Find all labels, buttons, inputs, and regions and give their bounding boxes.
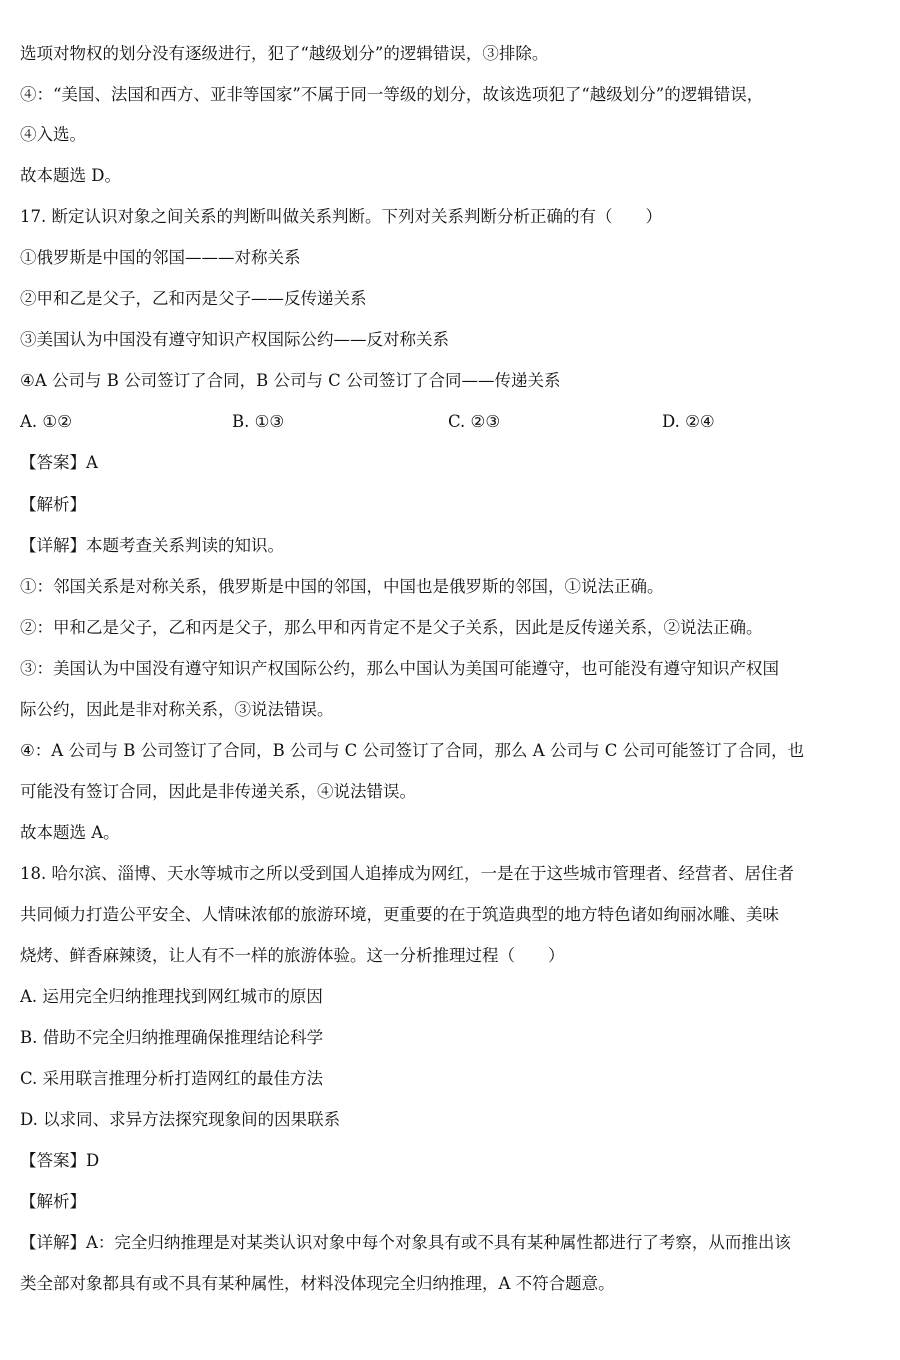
option-a: A. 运用完全归纳推理找到网红城市的原因: [20, 987, 323, 1006]
text-line: 故本题选 D。: [20, 166, 121, 185]
text-line: ③：美国认为中国没有遵守知识产权国际公约，那么中国认为美国可能遵守，也可能没有遵守知识产权国: [20, 659, 779, 678]
text-line: ④A 公司与 B 公司签订了合同，B 公司与 C 公司签订了合同——传递关系: [20, 371, 561, 390]
answer-label: 【答案】D: [20, 1151, 100, 1170]
option-a: A. ①②: [20, 412, 72, 431]
text-line: 可能没有签订合同，因此是非传递关系，④说法错误。: [20, 782, 416, 801]
text-line: 故本题选 A。: [20, 823, 120, 842]
analysis-label: 【解析】: [20, 1192, 86, 1211]
text-line: ①俄罗斯是中国的邻国———对称关系: [20, 248, 301, 267]
answer-label: 【答案】A: [20, 453, 98, 472]
option-c: C. ②③: [448, 412, 501, 431]
text-line: ④：“美国、法国和西方、亚非等国家”不属于同一等级的划分，故该选项犯了“越级划分”的逻辑错误，: [20, 85, 764, 104]
text-line: ①：邻国关系是对称关系，俄罗斯是中国的邻国，中国也是俄罗斯的邻国，①说法正确。: [20, 577, 664, 596]
text-line: 【详解】A：完全归纳推理是对某类认识对象中每个对象具有或不具有某种属性都进行了考察，从而推出该: [20, 1233, 791, 1252]
option-d: D. ②④: [662, 412, 715, 431]
option-b: B. ①③: [232, 412, 285, 431]
text-line: ④：A 公司与 B 公司签订了合同，B 公司与 C 公司签订了合同，那么 A 公司与 C 公司可能签订了合同，也: [20, 741, 805, 760]
question-18-stem: 18. 哈尔滨、淄博、天水等城市之所以受到国人追捧成为网红，一是在于这些城市管理者、经营者、居住者: [20, 864, 794, 883]
text-line: 【详解】本题考查关系判读的知识。: [20, 536, 284, 555]
text-line: 际公约，因此是非对称关系，③说法错误。: [20, 700, 334, 719]
text-line: 选项对物权的划分没有逐级进行，犯了“越级划分”的逻辑错误，③排除。: [20, 44, 549, 63]
option-c: C. 采用联言推理分析打造网红的最佳方法: [20, 1069, 324, 1088]
analysis-label: 【解析】: [20, 495, 86, 514]
text-line: 烧烤、鲜香麻辣烫，让人有不一样的旅游体验。这一分析推理过程（ ）: [20, 946, 565, 965]
option-d: D. 以求同、求异方法探究现象间的因果联系: [20, 1110, 341, 1129]
text-line: 类全部对象都具有或不具有某种属性，材料没体现完全归纳推理，A 不符合题意。: [20, 1274, 615, 1293]
question-17-stem: 17. 断定认识对象之间关系的判断叫做关系判断。下列对关系判断分析正确的有（ ）: [20, 207, 662, 226]
text-line: ②：甲和乙是父子，乙和丙是父子，那么甲和丙肯定不是父子关系，因此是反传递关系，②说法正确。: [20, 618, 763, 637]
text-line: 共同倾力打造公平安全、人情味浓郁的旅游环境，更重要的在于筑造典型的地方特色诸如绚丽冰雕、美味: [20, 905, 779, 924]
text-line: ③美国认为中国没有遵守知识产权国际公约——反对称关系: [20, 330, 449, 349]
option-b: B. 借助不完全归纳推理确保推理结论科学: [20, 1028, 324, 1047]
question-17-options: [20, 411, 882, 433]
text-line: ④入选。: [20, 125, 86, 144]
text-line: ②甲和乙是父子，乙和丙是父子——反传递关系: [20, 289, 367, 308]
